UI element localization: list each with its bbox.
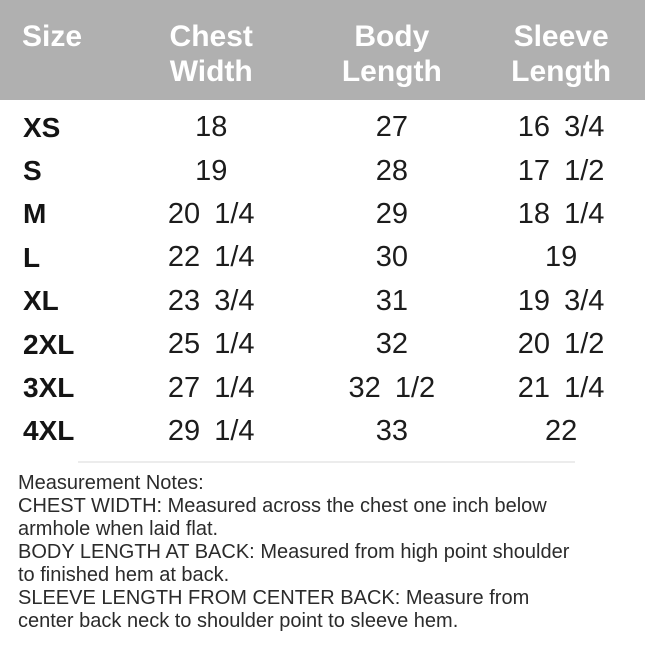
sleeve-length-value: 19 3/4 — [517, 284, 605, 317]
column-header-chest-line1: Chest — [169, 20, 253, 53]
body-length-value: 32 — [375, 328, 408, 361]
column-header-body-line1: Body — [354, 20, 430, 53]
note-chest-width — [18, 495, 584, 541]
note-text: Measure from center back neck to shoulder point to sleeve hem. — [18, 587, 530, 633]
table-row-4xl — [0, 410, 645, 453]
note-text: Measured from high point shoulder to finished hem at back. — [18, 541, 570, 587]
chest-width-value: 20 1/4 — [167, 197, 255, 230]
column-header-size-line1: Size — [22, 20, 83, 53]
table-row-m — [0, 193, 645, 236]
body-length-value: 30 — [375, 241, 408, 274]
sleeve-length-value: 22 — [544, 414, 578, 447]
measurement-notes — [0, 463, 604, 633]
body-length-value: 31 — [375, 284, 408, 317]
chest-width-value: 29 1/4 — [167, 414, 255, 447]
note-body-length — [18, 541, 584, 587]
note-label: CHEST WIDTH: — [18, 495, 163, 518]
table-row-2xl — [0, 323, 645, 366]
table-row-s — [0, 149, 645, 192]
size-label: M — [23, 198, 47, 230]
sleeve-length-value: 21 1/4 — [517, 371, 605, 404]
note-sleeve-length — [18, 587, 584, 633]
size-label: 4XL — [23, 415, 75, 447]
note-label: SLEEVE LENGTH FROM CENTER BACK: — [18, 587, 401, 610]
note-label: BODY LENGTH AT BACK: — [18, 541, 255, 564]
column-header-sleeve-line2: Length — [511, 55, 612, 88]
body-length-value: 32 1/2 — [348, 371, 436, 404]
table-row-3xl — [0, 366, 645, 409]
sleeve-length-value: 17 1/2 — [517, 154, 605, 187]
chest-width-value: 18 — [195, 111, 228, 144]
table-row-xs — [0, 106, 645, 149]
chest-width-value: 25 1/4 — [167, 328, 255, 361]
column-header-body-length — [306, 19, 477, 100]
table-header-row — [0, 0, 645, 100]
column-header-chest-line2: Width — [169, 55, 253, 88]
size-label: XL — [23, 285, 59, 317]
table-body — [0, 100, 645, 453]
column-header-sleeve-length — [477, 19, 645, 100]
body-length-value: 33 — [375, 414, 408, 447]
size-label: S — [23, 155, 42, 187]
chest-width-value: 23 3/4 — [167, 284, 255, 317]
body-length-value: 27 — [375, 111, 408, 144]
column-header-body-line2: Length — [341, 55, 442, 88]
sleeve-length-value: 18 1/4 — [517, 197, 605, 230]
sleeve-length-value: 16 3/4 — [517, 111, 605, 144]
column-header-chest-width — [116, 19, 306, 100]
size-label: XS — [23, 111, 61, 143]
size-label: 3XL — [23, 372, 75, 404]
column-header-sleeve-line1: Sleeve — [513, 20, 609, 53]
sleeve-length-value: 20 1/2 — [517, 328, 605, 361]
size-label: L — [23, 241, 41, 273]
size-label: 2XL — [23, 328, 75, 360]
body-length-value: 29 — [375, 197, 408, 230]
table-row-xl — [0, 280, 645, 323]
sleeve-length-value: 19 — [544, 241, 578, 274]
column-header-size — [0, 19, 116, 100]
chest-width-value: 27 1/4 — [167, 371, 255, 404]
note-text: Measured across the chest one inch below armhole when laid flat. — [18, 495, 547, 541]
body-length-value: 28 — [375, 154, 408, 187]
chest-width-value: 19 — [195, 154, 228, 187]
table-row-l — [0, 236, 645, 279]
notes-title: Measurement Notes: — [18, 472, 204, 495]
chest-width-value: 22 1/4 — [167, 241, 255, 274]
